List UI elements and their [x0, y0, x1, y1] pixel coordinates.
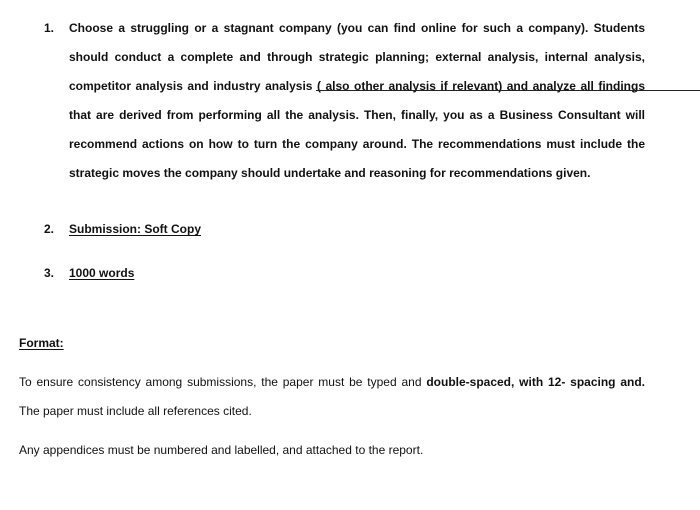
format-text: The paper must include all references cited. — [19, 404, 252, 418]
list-number: 2. — [44, 222, 55, 236]
underline-rule — [316, 90, 700, 91]
format-paragraph-1 — [19, 368, 645, 426]
list-item-text: Choose a struggling or a stagnant company (you can find online for such a company). Students should conduct a complete and through strategic planning; external analysis, internal analysis, competitor analysis and industry analysis ( also other analysis if relevant) and analyze all findings that are derived from performing all the analysis. Then, finally, you as a Business Consultant will recommend actions on how to turn the company around. The recommendations must include the strategic moves the company should undertake and reasoning for recommendations given. — [69, 21, 645, 180]
list-number: 1. — [44, 21, 55, 35]
format-heading: Format: — [19, 336, 64, 350]
list-number: 3. — [44, 266, 55, 280]
format-emphasis: double-spaced, with 12- spacing and. — [426, 375, 646, 389]
submission-label: Submission: Soft Copy — [69, 222, 201, 236]
word-count-label: 1000 words — [69, 266, 135, 280]
format-paragraph-2: Any appendices must be numbered and labelled, and attached to the report. — [19, 443, 424, 457]
format-text: To ensure consistency among submissions, the paper must be typed and — [19, 375, 427, 389]
